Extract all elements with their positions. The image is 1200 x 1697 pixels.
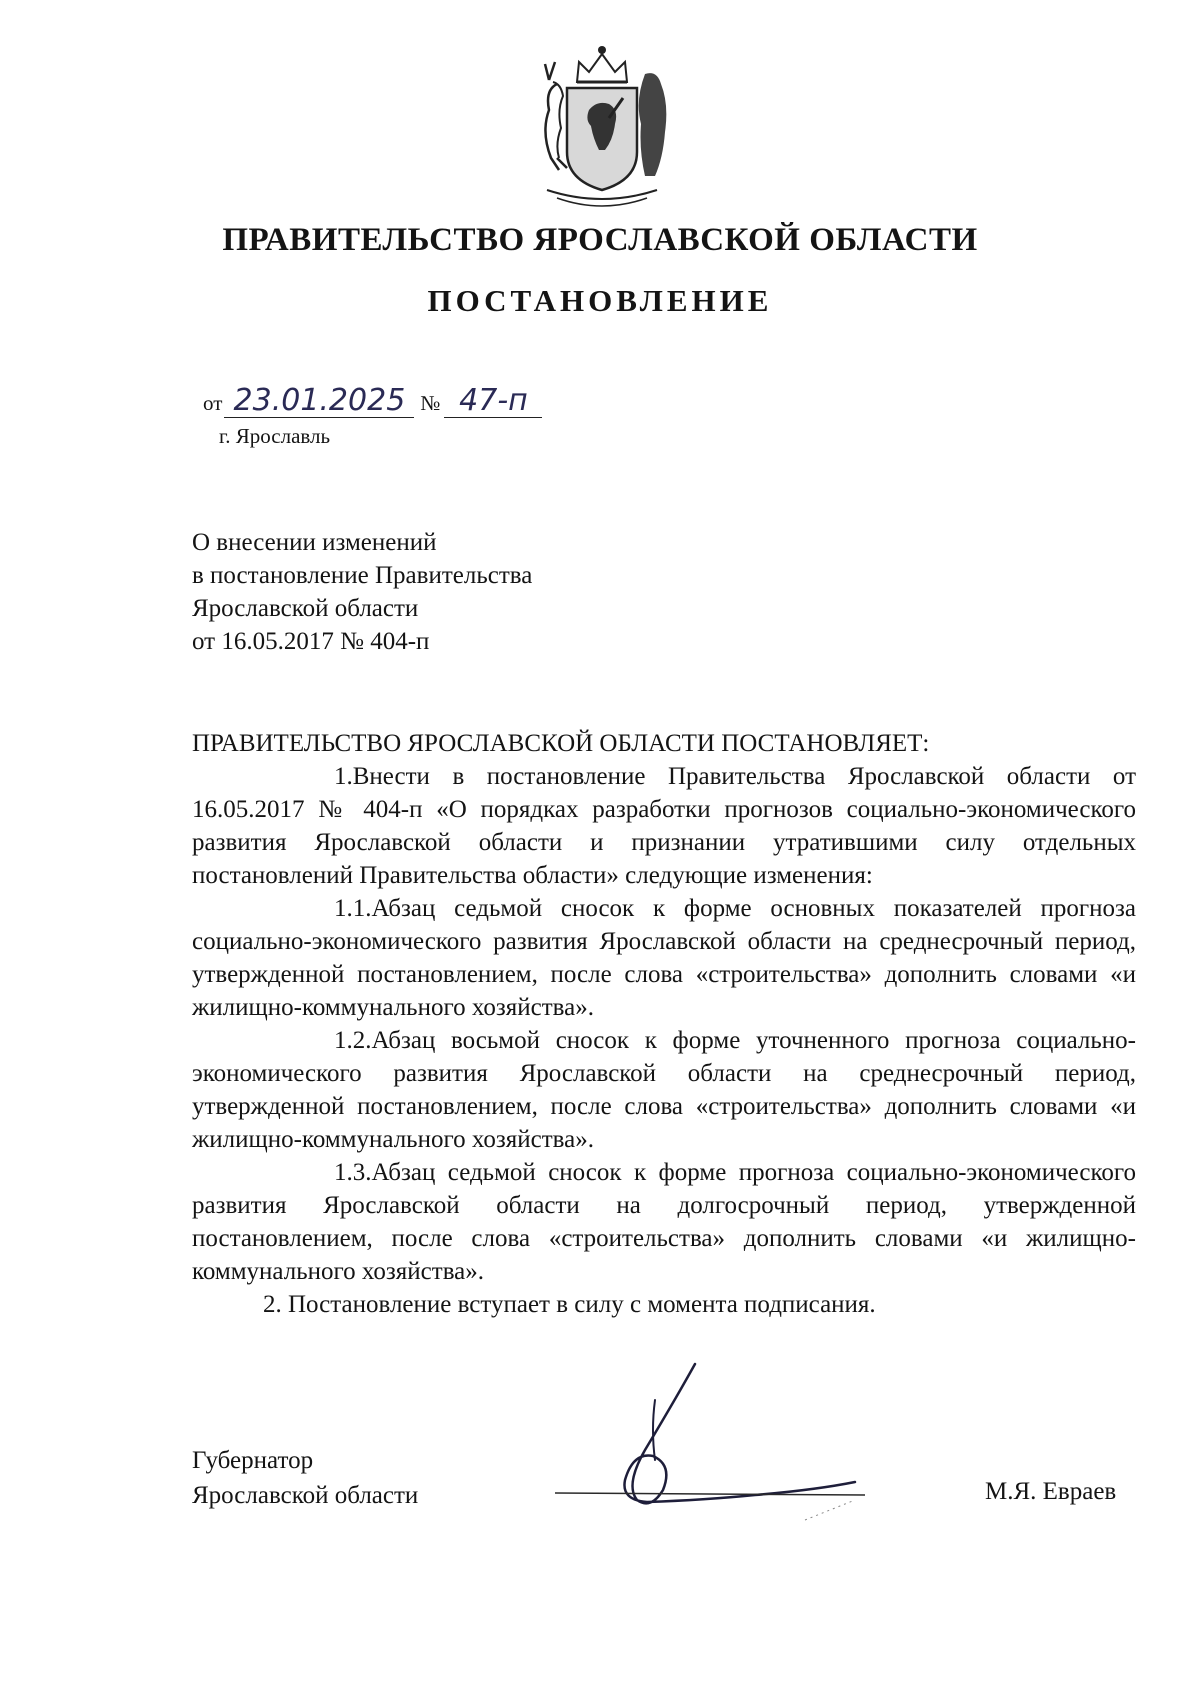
city-label: г. Ярославль <box>219 424 331 448</box>
paragraph-text: Абзац седьмой сносок к форме прогноза социально-экономического развития Ярославской области на долгосрочный период, утвержденной постановлением, после слова «строительства» дополнить словами «и жилищно-коммунального хозяйства». <box>192 1159 1136 1285</box>
signatory-title <box>192 1443 418 1513</box>
signatory-name: М.Я. Евраев <box>985 1478 1117 1505</box>
date-prefix: от <box>203 391 223 415</box>
paragraph-text: Внести в постановление Правительства Ярославской области от 16.05.2017 № 404-п «О порядках разработки прогнозов социально-экономического развития Ярославской области и признании утратившими силу отдельных постановлений Правительства области» следующие изменения: <box>192 763 1136 889</box>
signatory-title-line: Губернатор <box>192 1447 314 1474</box>
date-number-line <box>203 385 542 418</box>
paragraph-1-3 <box>192 1156 1136 1288</box>
paragraph-number: 1.1. <box>334 895 372 922</box>
organization-title: ПРАВИТЕЛЬСТВО ЯРОСЛАВСКОЙ ОБЛАСТИ <box>222 222 978 258</box>
number-label: № <box>420 391 441 415</box>
document-type: ПОСТАНОВЛЕНИЕ <box>427 283 773 318</box>
handwritten-number: 47-п <box>444 385 542 418</box>
handwritten-date: 23.01.2025 <box>224 385 414 418</box>
paragraph-number: 1.3. <box>334 1159 372 1186</box>
paragraph-number: 1.2. <box>334 1027 372 1054</box>
paragraph-1-1 <box>192 892 1136 1024</box>
document-subject <box>192 526 532 658</box>
paragraph-text: Абзац седьмой сносок к форме основных показателей прогноза социально-экономического развития Ярославской области на среднесрочный период, утвержденной постановлением, после слова «строительства» дополнить словами «и жилищно-коммунального хозяйства». <box>192 895 1136 1021</box>
coat-of-arms-emblem <box>527 40 677 210</box>
paragraph-1-2 <box>192 1024 1136 1156</box>
signatory-title-line: Ярославской области <box>192 1482 419 1509</box>
preamble: ПРАВИТЕЛЬСТВО ЯРОСЛАВСКОЙ ОБЛАСТИ ПОСТАНОВЛЯЕТ: <box>192 730 930 757</box>
subject-line: от 16.05.2017 № 404-п <box>192 628 430 655</box>
paragraph-number: 1. <box>334 763 353 790</box>
subject-line: О внесении изменений <box>192 529 437 556</box>
subject-line: в постановление Правительства <box>192 562 533 589</box>
document-body <box>192 727 1136 1321</box>
subject-line: Ярославской области <box>192 595 419 622</box>
paragraph-text: Абзац восьмой сносок к форме уточненного прогноза социально-экономического развития Ярославской области на среднесрочный период, утвержденной постановлением, после слова «строительства» дополнить словами «и жилищно-коммунального хозяйства». <box>192 1027 1136 1153</box>
paragraph-2 <box>192 1288 1136 1321</box>
paragraph-1 <box>192 760 1136 892</box>
handwritten-signature <box>555 1360 925 1530</box>
paragraph-text: 2. Постановление вступает в силу с момента подписания. <box>263 1291 876 1318</box>
